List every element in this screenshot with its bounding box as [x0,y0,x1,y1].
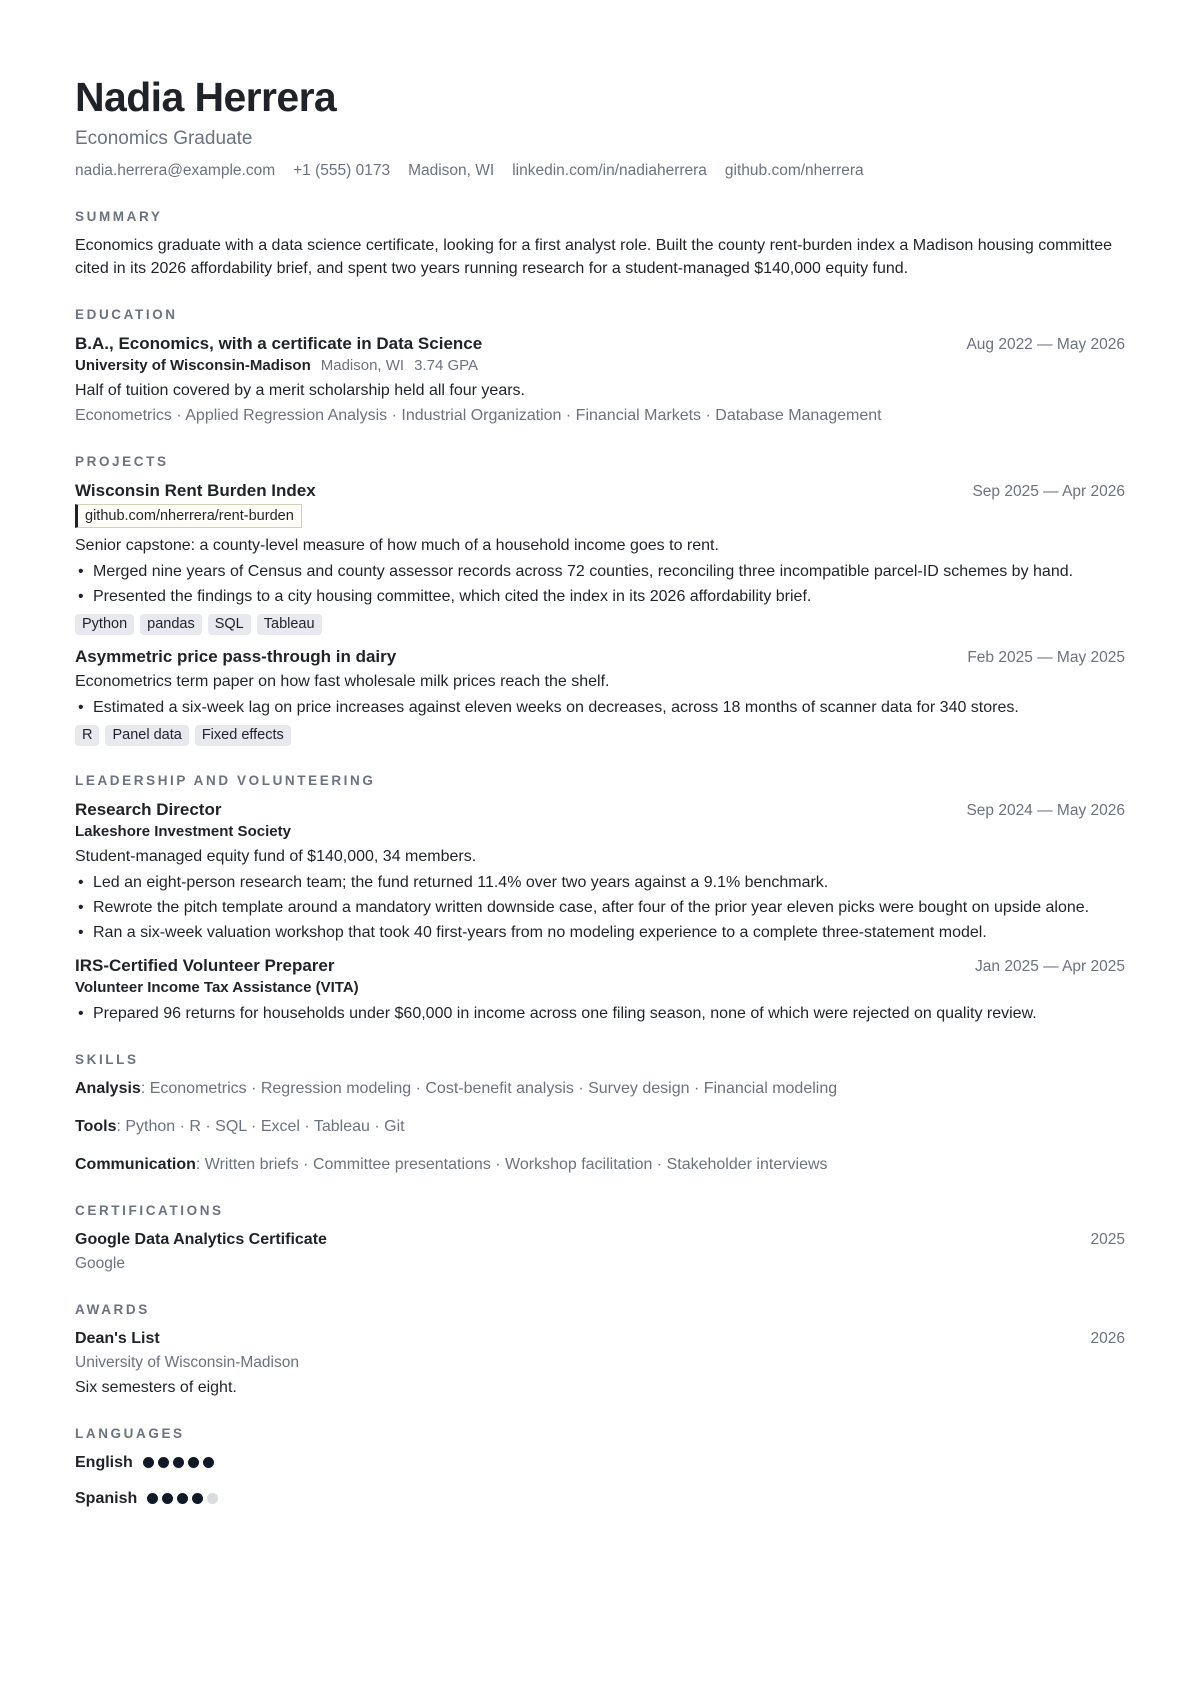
project-tags [75,614,1125,635]
skill-row-analysis: Analysis: Econometrics · Regression modeling · Cost-benefit analysis · Survey design · Financial modeling [75,1080,838,1097]
proficiency-dot-filled [203,1457,214,1468]
certification-year: 2025 [1090,1231,1125,1248]
bullet-item: • Merged nine years of Census and county assessor records across 72 counties, reconciling three incompatible parcel-ID schemes by hand. [75,560,1125,583]
bullet-item: • Ran a six-week valuation workshop that took 40 first-years from no modeling experience to a complete three-statement model. [75,921,1125,944]
section-title-skills: SKILLS [75,1052,139,1067]
tag: pandas [140,614,202,635]
project-entry [75,479,1125,635]
proficiency-dot-filled [192,1493,203,1504]
project-repo-link[interactable]: github.com/nherrera/rent-burden [75,504,302,528]
project-description: Senior capstone: a county-level measure of how much of a household income goes to rent. [75,537,719,554]
section-title-languages: LANGUAGES [75,1426,185,1441]
bullet-dot-icon: • [78,874,84,891]
contact-github[interactable]: github.com/nherrera [724,162,864,179]
section-title-leadership: LEADERSHIP AND VOLUNTEERING [75,773,376,788]
bullet-item: • Rewrote the pitch template around a mandatory written downside case, after four of the prior year eleven picks were bought on upside alone. [75,896,1125,919]
tag: Fixed effects [195,725,291,746]
bullet-dot-icon: • [78,699,84,716]
project-bullets [75,696,1125,719]
project-name: Wisconsin Rent Burden Index [75,481,316,500]
role-bullets [75,1002,1125,1025]
proficiency-dot-filled [177,1493,188,1504]
language-name: English [75,1454,133,1471]
award-entry [75,1327,1125,1399]
bullet-item: • Estimated a six-week lag on price increases against eleven weeks on decreases, across 18 months of scanner data for 340 stores. [75,696,1125,719]
education-entry [75,332,1125,427]
proficiency-dot-filled [173,1457,184,1468]
leadership-entry [75,954,1125,1025]
bullet-dot-icon: • [78,924,84,941]
language-name: Spanish [75,1490,138,1507]
school-location: Madison, WI [320,357,405,374]
proficiency-dot-filled [143,1457,154,1468]
contact-linkedin[interactable]: linkedin.com/in/nadiaherrera [512,162,707,179]
proficiency-dot-filled [162,1493,173,1504]
proficiency-dot-empty [207,1493,218,1504]
project-description: Econometrics term paper on how fast wholesale milk prices reach the shelf. [75,673,610,690]
language-spanish [75,1487,1125,1510]
tag: R [75,725,99,746]
certification-name: Google Data Analytics Certificate [75,1231,327,1248]
award-description: Six semesters of eight. [75,1379,237,1396]
certification-issuer: Google [75,1255,125,1272]
section-title-certifications: CERTIFICATIONS [75,1203,224,1218]
bullet-dot-icon: • [78,563,84,580]
project-dates: Sep 2025 — Apr 2026 [972,483,1125,500]
role-title: IRS-Certified Volunteer Preparer [75,956,335,975]
tag: Python [75,614,134,635]
role-title: Research Director [75,800,222,819]
skill-row-tools: Tools: Python · R · SQL · Excel · Tableau · Git [75,1118,405,1135]
candidate-name: Nadia Herrera [75,74,337,120]
tag: Panel data [105,725,188,746]
section-title-awards: AWARDS [75,1302,150,1317]
bullet-item: • Prepared 96 returns for households under $60,000 in income across one filing season, none of which were rejected on quality review. [75,1002,1125,1025]
role-bullets [75,871,1125,944]
role-dates: Sep 2024 — May 2026 [966,802,1125,819]
proficiency-dots [143,1457,214,1468]
proficiency-dots [147,1493,218,1504]
bullet-dot-icon: • [78,588,84,605]
contact-email[interactable]: nadia.herrera@example.com [75,162,276,179]
award-issuer: University of Wisconsin-Madison [75,1354,299,1371]
contact-location: Madison, WI [408,162,495,179]
bullet-dot-icon: • [78,1005,84,1022]
degree-title: B.A., Economics, with a certificate in Data Science [75,334,483,353]
organization: Lakeshore Investment Society [75,823,291,840]
leadership-entry [75,798,1125,944]
organization: Volunteer Income Tax Assistance (VITA) [75,979,359,996]
contact-phone[interactable]: +1 (555) 0173 [293,162,391,179]
project-bullets [75,560,1125,608]
skill-row-communication: Communication: Written briefs · Committee presentations · Workshop facilitation · Stakeholder interviews [75,1156,828,1173]
role-description: Student-managed equity fund of $140,000, 34 members. [75,848,477,865]
contact-bar [75,160,1125,182]
bullet-item: • Presented the findings to a city housing committee, which cited the index in its 2026 affordability brief. [75,585,1125,608]
proficiency-dot-filled [158,1457,169,1468]
project-dates: Feb 2025 — May 2025 [967,649,1125,666]
project-tags [75,725,1125,746]
school-line [75,355,1125,377]
proficiency-dot-filled [188,1457,199,1468]
award-year: 2026 [1090,1330,1125,1347]
headline: Economics Graduate [75,128,253,149]
scholarship-note: Half of tuition covered by a merit scholarship held all four years. [75,382,525,399]
bullet-item: • Led an eight-person research team; the fund returned 11.4% over two years against a 9.1% benchmark. [75,871,1125,894]
summary-text: Economics graduate with a data science certificate, looking for a first analyst role. Built the county rent-burden index a Madison housing committee cited in its 2026 affordability brief, and spent two years running research for a student-managed $140,000 equity fund. [75,237,1112,277]
project-entry [75,645,1125,746]
education-dates: Aug 2022 — May 2026 [966,336,1125,353]
school-name: University of Wisconsin-Madison [75,357,311,374]
coursework: Econometrics · Applied Regression Analysis · Industrial Organization · Financial Markets · Database Management [75,407,882,424]
project-name: Asymmetric price pass-through in dairy [75,647,397,666]
section-title-projects: PROJECTS [75,454,169,469]
award-name: Dean's List [75,1330,160,1347]
language-english [75,1451,1125,1474]
proficiency-dot-filled [147,1493,158,1504]
bullet-dot-icon: • [78,899,84,916]
section-title-summary: SUMMARY [75,209,163,224]
tag: SQL [208,614,251,635]
role-dates: Jan 2025 — Apr 2025 [975,958,1125,975]
certification-entry [75,1228,1125,1275]
gpa: 3.74 GPA [414,357,479,374]
section-title-education: EDUCATION [75,307,178,322]
tag: Tableau [257,614,322,635]
